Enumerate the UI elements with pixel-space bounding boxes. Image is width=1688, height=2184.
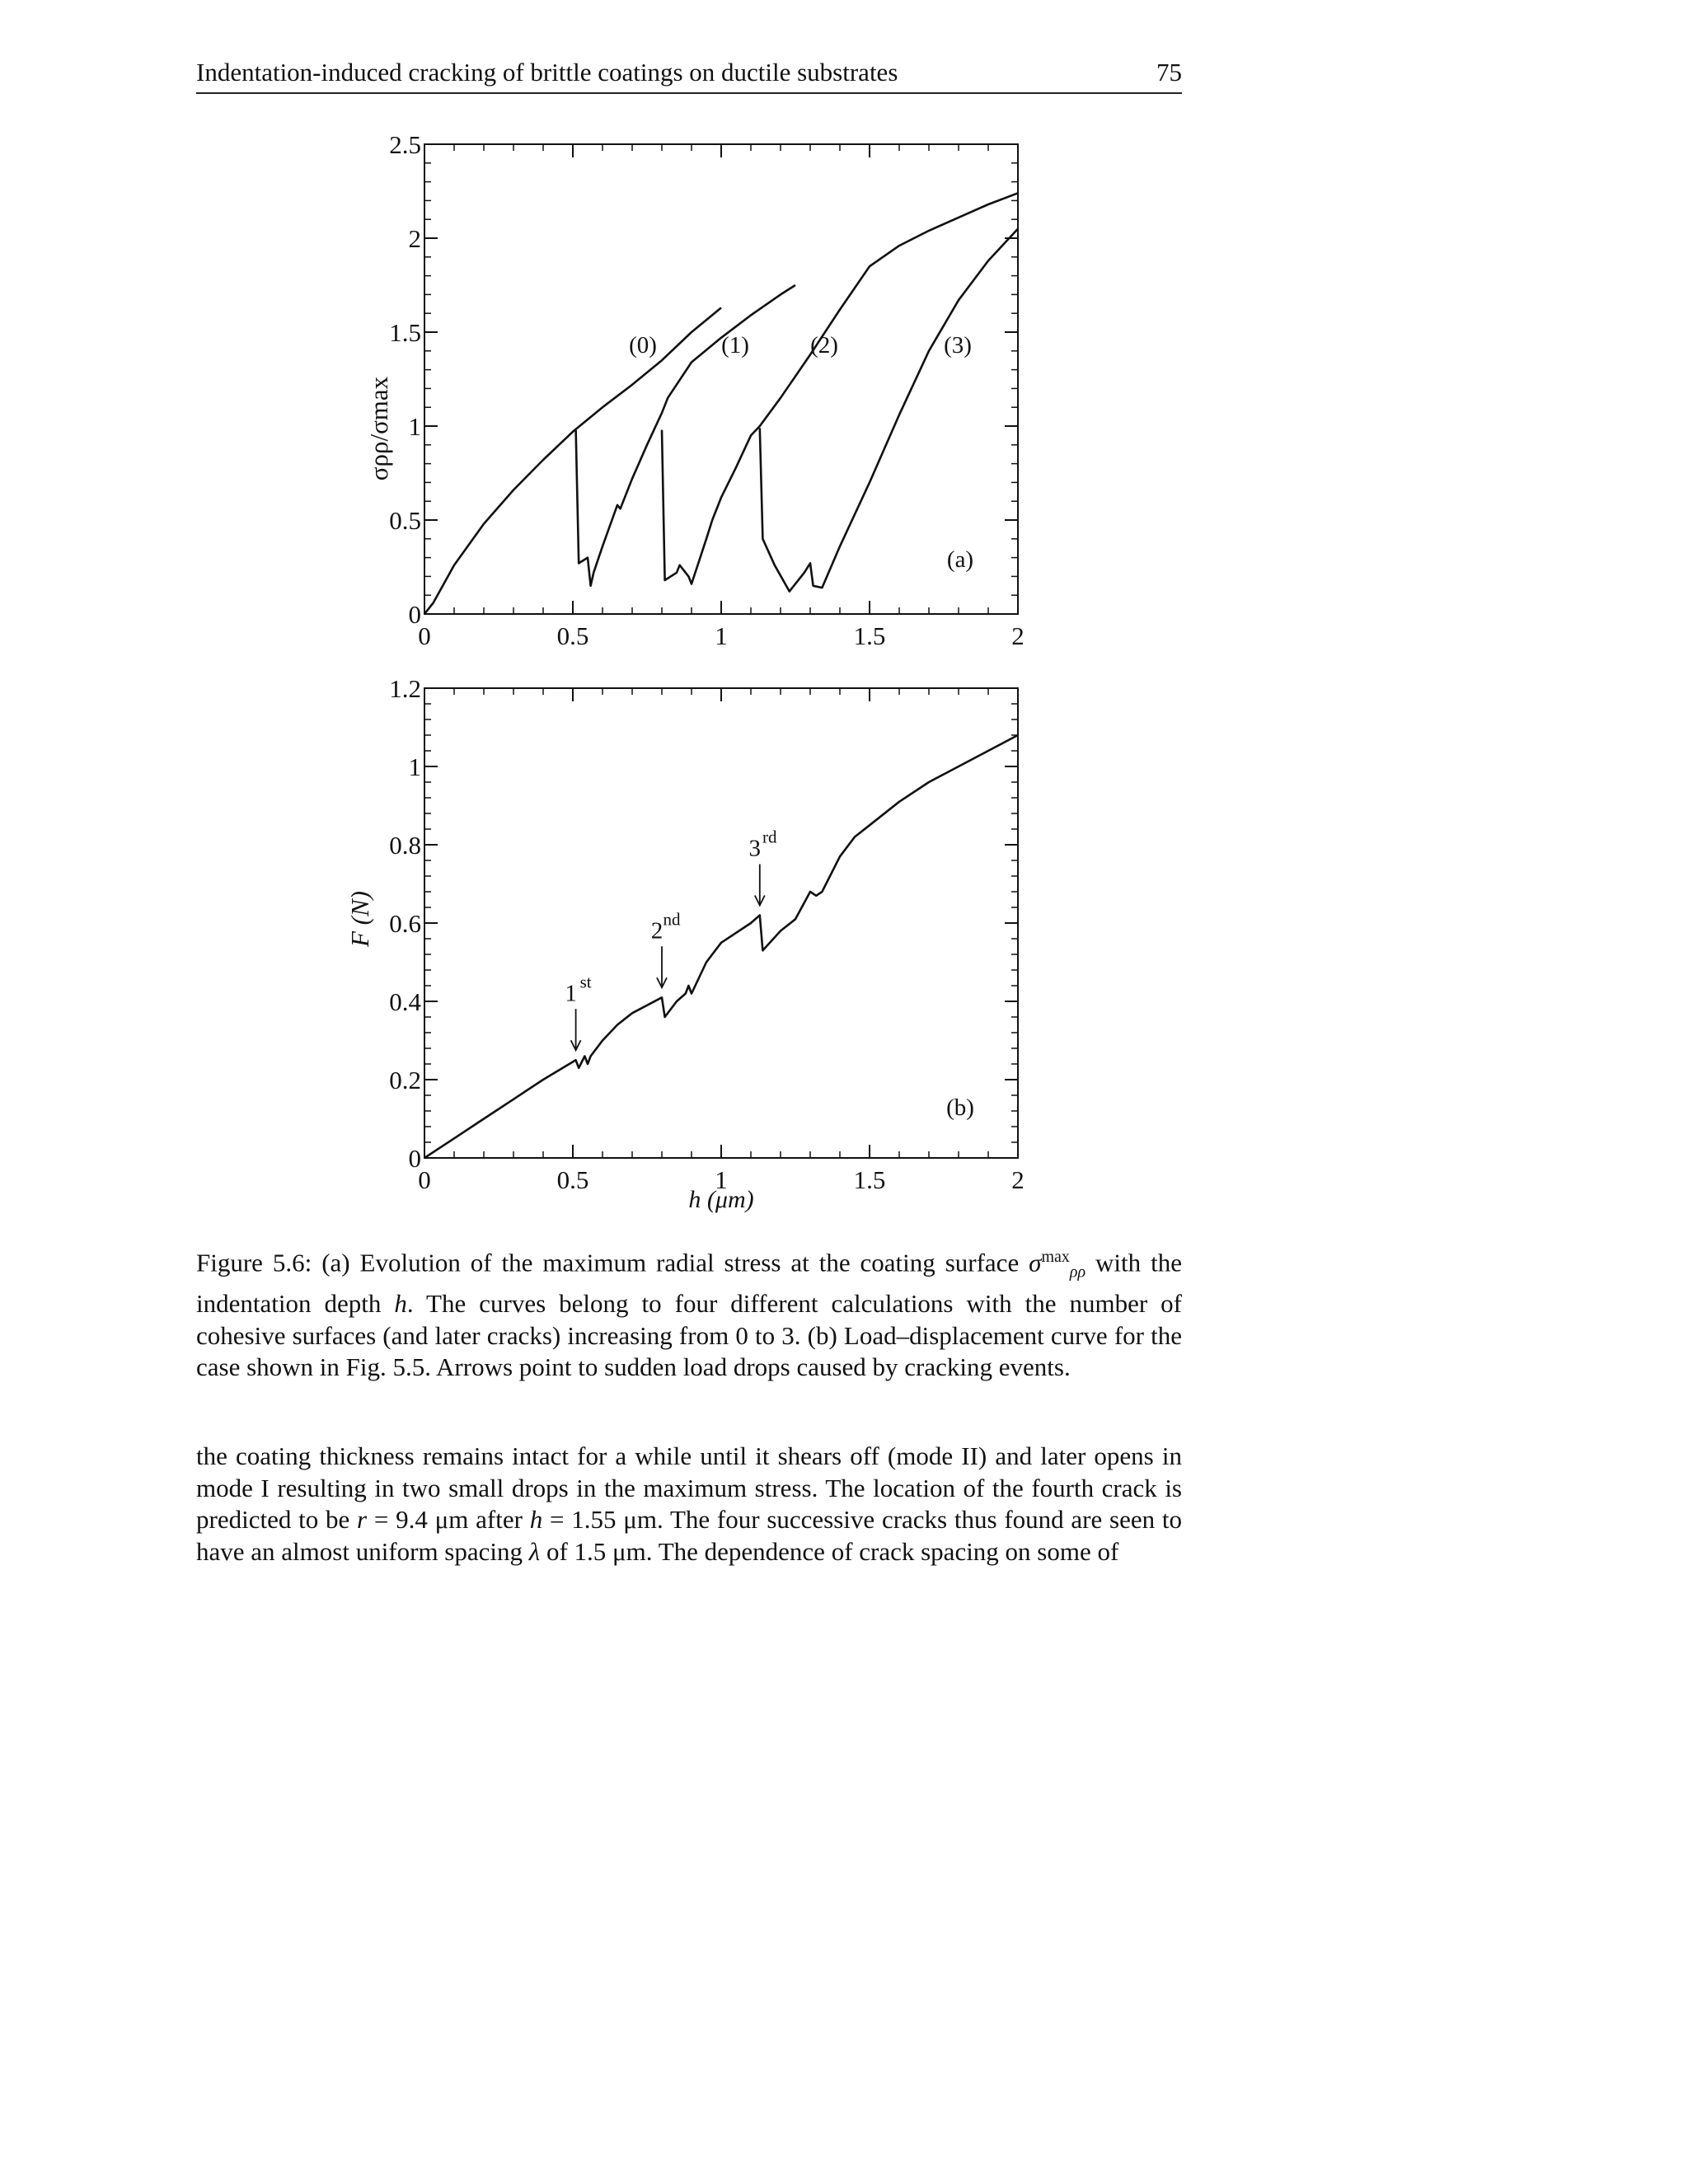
figure-caption	[196, 1241, 1182, 1384]
y-tick-label: 1.5	[389, 318, 421, 347]
panel-b-curve	[424, 735, 1018, 1158]
y-tick-label: 0.4	[389, 987, 421, 1016]
body-math-r: r	[357, 1505, 368, 1534]
panel-a-ticks	[424, 144, 1018, 614]
y-tick-label: 0	[408, 1144, 421, 1173]
caption-part-2: with the indentation depth	[196, 1248, 1182, 1319]
x-tick-label: 0	[418, 1165, 431, 1194]
x-tick-label: 1	[715, 621, 728, 650]
panel-b-crack-arrows	[565, 827, 777, 1051]
caption-sigma-sub: ρρ	[1069, 1263, 1086, 1282]
y-tick-label: 2.5	[389, 130, 421, 159]
body-math-lambda: λ	[528, 1536, 541, 1566]
caption-sigma-sup: max	[1041, 1248, 1070, 1266]
x-tick-label: 1.5	[853, 621, 886, 650]
y-tick-label: 1.2	[389, 674, 421, 703]
x-tick-label: 1	[715, 1165, 728, 1194]
y-tick-label: 0.6	[389, 909, 421, 938]
x-tick-label: 2	[1011, 1165, 1025, 1194]
page-number: 75	[1156, 58, 1182, 87]
y-tick-label: 0.8	[389, 831, 421, 860]
x-tick-label: 2	[1011, 621, 1025, 650]
crack-label-sup: st	[579, 972, 592, 992]
x-tick-label: 0	[418, 621, 431, 650]
crack-label: 2	[650, 917, 663, 944]
series-curve-0	[424, 307, 721, 614]
crack-label: 1	[565, 980, 577, 1007]
caption-part-1: Figure 5.6: (a) Evolution of the maximum radial stress at the coating surface	[196, 1248, 1029, 1277]
y-tick-label: 0	[408, 600, 421, 629]
series-curve-3	[760, 229, 1018, 592]
panel-b-tick-labels	[389, 674, 1025, 1194]
running-title: Indentation-induced cracking of brittle coatings on ductile substrates	[196, 58, 898, 87]
crack-label: 3	[748, 835, 762, 862]
y-tick-label: 0.5	[389, 506, 421, 535]
body-segment-4: of 1.5 μm. The dependence of crack spacing on some of	[540, 1536, 1119, 1566]
caption-h-symbol: h	[394, 1289, 407, 1319]
panel-b-ylabel: F (N)	[345, 890, 374, 948]
panel-a-curves	[424, 193, 1018, 614]
y-tick-label: 1	[408, 752, 421, 781]
x-tick-label: 0.5	[556, 1165, 589, 1194]
panel-b	[345, 674, 1025, 1213]
series-curve-2	[662, 193, 1018, 583]
caption-part-3: . The curves belong to four different calculations with the number of cohesive surfaces (and later cracks) increasing from 0 to 3. (b) Load–displacement curve for the case shown in Fig. 5.5. Arrows point to sudden load drops caused by cracking events.	[196, 1289, 1183, 1382]
series-curve-0	[424, 735, 1018, 1158]
crack-label-sup: nd	[663, 909, 681, 930]
caption-sigma-symbol: σ	[1029, 1248, 1042, 1277]
x-tick-label: 0.5	[556, 621, 589, 650]
panel-b-xlabel: h (μm)	[688, 1186, 754, 1213]
y-tick-label: 1	[408, 412, 421, 441]
panel-a-ylabel: σρρ/σmax	[364, 376, 393, 481]
panel-a	[364, 130, 1025, 650]
x-tick-label: 1.5	[853, 1165, 886, 1194]
series-label: (1)	[721, 332, 749, 359]
series-label: (0)	[629, 332, 657, 359]
panel-b-frame	[424, 688, 1018, 1158]
panel-b-label: (b)	[946, 1094, 974, 1121]
crack-label-sup: rd	[762, 827, 777, 847]
panel-a-label: (a)	[946, 546, 974, 573]
y-tick-label: 0.2	[389, 1066, 421, 1094]
panel-b-ticks	[424, 688, 1018, 1158]
panel-a-frame	[424, 144, 1018, 614]
body-segment-1: the coating thickness remains intact for a while until it shears off (mode II) and later opens in mode I resulting in two small drops in the maximum stress. The location of the fourth crack is predicted to be	[196, 1441, 1182, 1534]
panel-a-tick-labels	[389, 130, 1025, 650]
series-label: (2)	[810, 332, 838, 359]
body-segment-2: = 9.4 μm after	[367, 1505, 530, 1534]
body-math-h: h	[529, 1505, 543, 1534]
series-label: (3)	[944, 332, 972, 359]
y-tick-label: 2	[408, 224, 421, 253]
body-segment-3: = 1.55 μm. The four successive cracks thus found are seen to have an almost uniform spacing	[196, 1505, 1182, 1566]
body-paragraph	[196, 1441, 1182, 1568]
